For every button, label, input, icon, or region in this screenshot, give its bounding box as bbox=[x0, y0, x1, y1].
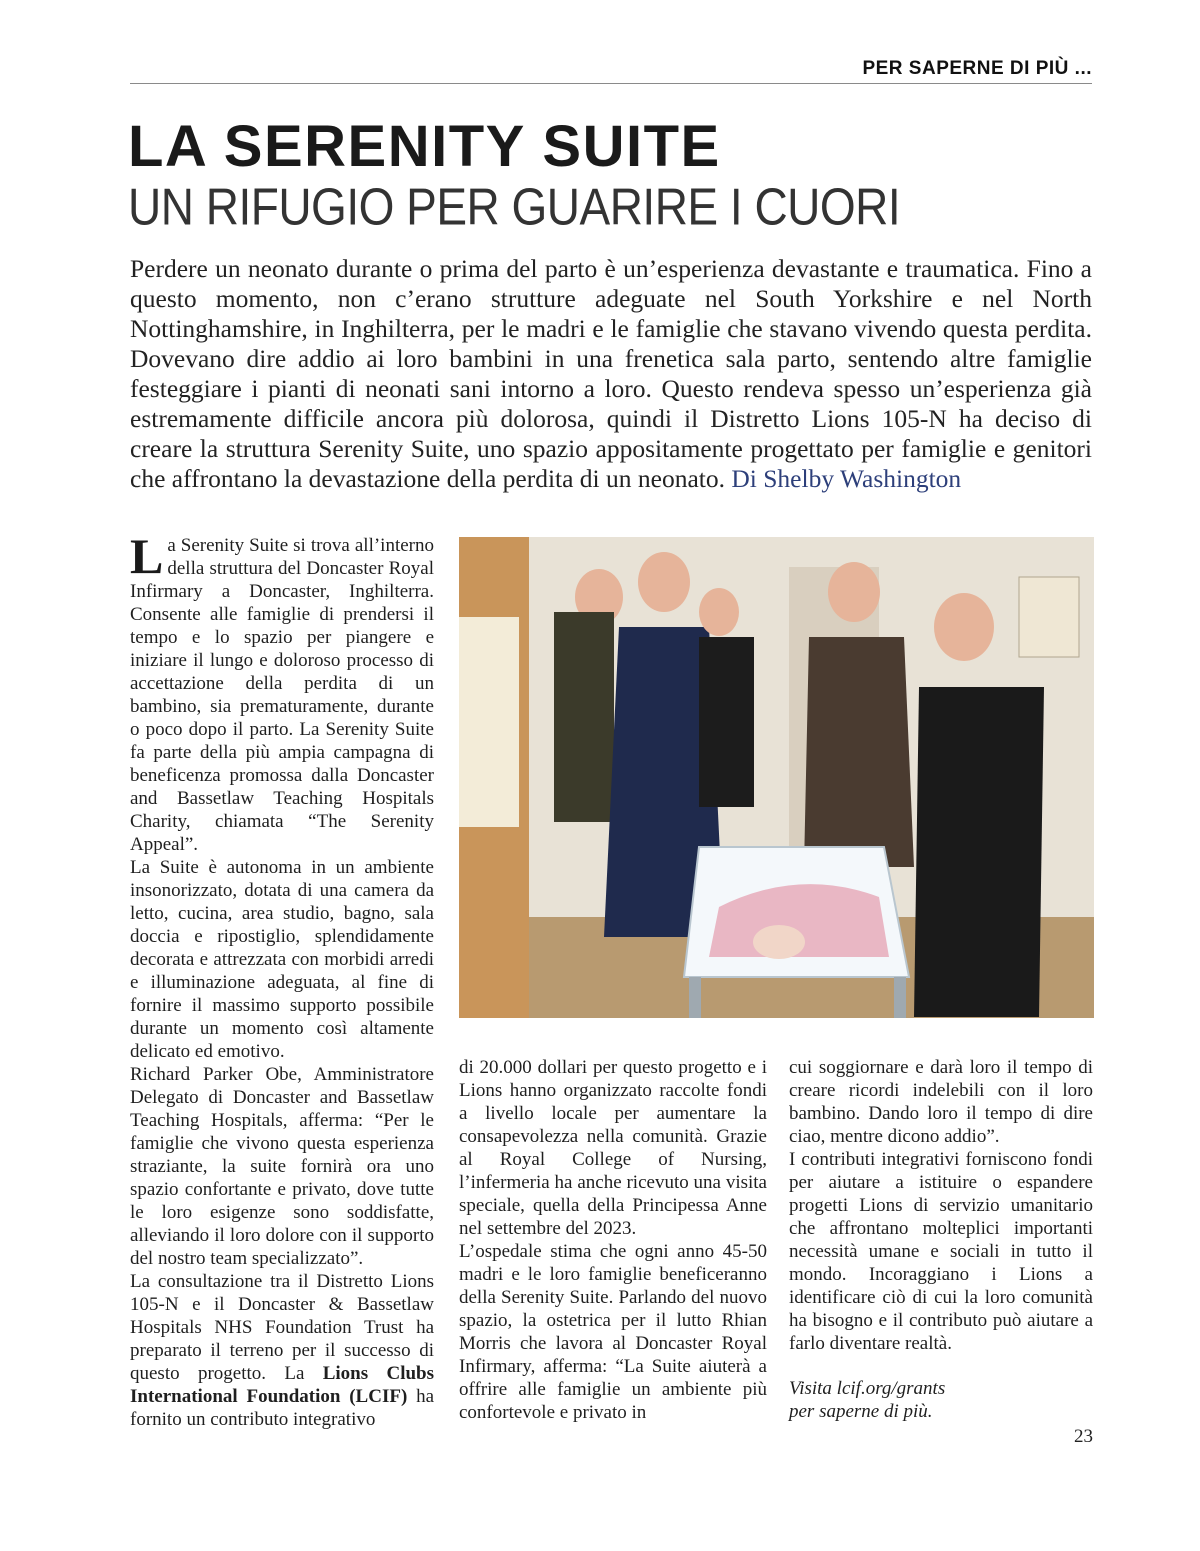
body-paragraph-5-end: cui soggiornare e darà loro il tempo di creare ricordi indelebili con il loro bambino. Dando loro il tempo di dire ciao, mentre dicono addio”. bbox=[789, 1057, 1093, 1147]
article-title: LA SERENITY SUITE bbox=[128, 114, 721, 179]
article-photo bbox=[459, 537, 1094, 1018]
photo-nurse-head bbox=[638, 552, 690, 612]
photo-guest-coat bbox=[804, 637, 914, 867]
visit-line-2: per saperne di più. bbox=[789, 1401, 933, 1422]
drop-cap: L bbox=[130, 528, 164, 584]
body-column-3 bbox=[789, 1056, 1093, 1423]
body-paragraph-5-start: L’ospedale stima che ogni anno 45-50 madri e le loro famiglie beneficeranno della Serenity Suite. Parlando del nuovo spazio, la ostetrica per il lutto Rhian Morris che lavora al Doncaster Royal Infirmary, afferma: “La Suite aiuterà a offrire alle famiglie un ambiente più confortevole e privato in bbox=[459, 1241, 767, 1423]
body-paragraph-4 bbox=[130, 1270, 434, 1431]
photo-baby bbox=[753, 925, 805, 959]
header-rule bbox=[130, 83, 1092, 84]
body-paragraph-4-start: La consultazione tra il Distretto Lions 105-N e il Doncaster & Bassetlaw Hospitals NHS Foundation Trust ha preparato il terreno per il successo di questo progetto. La bbox=[130, 1271, 434, 1384]
photo-crib-leg-left bbox=[689, 977, 701, 1018]
section-header: PER SAPERNE DI PIÙ ... bbox=[862, 58, 1092, 79]
body-column-2 bbox=[459, 1056, 767, 1424]
page-number: 23 bbox=[1074, 1426, 1093, 1447]
photo-staff-head bbox=[699, 588, 739, 636]
article-subtitle: UN RIFUGIO PER GUARIRE I CUORI bbox=[128, 177, 901, 236]
intro-text: Perdere un neonato durante o prima del parto è un’esperienza devastante e traumatica. Fino a questo momento, non c’erano strutture adeguate nel South Yorkshire e nel North Nottinghamshire, in Inghilterra, per le madri e le famiglie che stavano vivendo questa perdita. Dovevano dire addio ai loro bambini in una frenetica sala parto, sentendo altre famiglie festeggiare i pianti di neonati sani intorno a loro. Questo rendeva spesso un’esperienza già estremamente difficile ancora più dolorosa, quindi il Distretto Lions 105-N ha deciso di creare la struttura Serenity Suite, uno spazio appositamente progettato per famiglie e genitori che affrontano la devastazione della perdita di un neonato. bbox=[130, 254, 1092, 493]
photo-poster bbox=[459, 617, 519, 827]
photo-mother-head bbox=[934, 593, 994, 661]
body-paragraph-4-col1-end: ha fornito un contributo integrativo bbox=[130, 1386, 435, 1430]
body-paragraph-1-text: a Serenity Suite si trova all’interno della struttura del Doncaster Royal Infirmary a Doncaster, Inghilterra. Consente alle famiglie di prendersi il tempo e lo spazio per piangere e iniziare il lungo e doloroso processo di accettazione della perdita di un bambino, sia prematuramente, durante o poco dopo il parto. La Serenity Suite fa parte della più ampia campagna di beneficenza promossa dalla Doncaster and Bassetlaw Teaching Hospitals Charity, chiamata “The Serenity Appeal”. bbox=[130, 535, 434, 855]
body-paragraph-3: Richard Parker Obe, Amministratore Delegato di Doncaster and Bassetlaw Teaching Hospitals, afferma: “Per le famiglie che vivono questa esperienza straziante, la suite fornirà ora uno spazio confortante e privato, dove tutte le loro esigenze sono soddisfatte, alleviando il loro dolore con il supporto del nostro team specializzato”. bbox=[130, 1064, 434, 1269]
visit-link-text[interactable] bbox=[789, 1377, 1093, 1423]
article-photo-illustration bbox=[459, 537, 1094, 1018]
photo-person-background bbox=[554, 612, 614, 822]
article-intro bbox=[130, 254, 1092, 494]
body-paragraph-1 bbox=[130, 528, 434, 856]
photo-crib-leg-right bbox=[894, 977, 906, 1018]
lcif-name: Lions Clubs International Foundation (LCIF) bbox=[130, 1363, 435, 1407]
body-paragraph-2: La Suite è autonoma in un ambiente insonorizzato, dotata di una camera da letto, cucina, area studio, bagno, sala doccia e ripostiglio, splendidamente decorata e attrezzata con morbidi arredi e illuminazione adeguata, al fine di fornire il massimo supporto possibile durante un momento così altamente delicato ed emotivo. bbox=[130, 857, 434, 1062]
body-column-1 bbox=[130, 528, 435, 1431]
visit-line-1[interactable]: Visita lcif.org/grants bbox=[789, 1378, 946, 1399]
photo-frame bbox=[1019, 577, 1079, 657]
body-paragraph-4-continued: di 20.000 dollari per questo progetto e i Lions hanno organizzato raccolte fondi a livello locale per aumentare la consapevolezza nella comunità. Grazie al Royal College of Nursing, l’infermeria ha anche ricevuto una visita speciale, quella della Principessa Anne nel settembre del 2023. bbox=[459, 1057, 767, 1239]
photo-guest-head bbox=[828, 562, 880, 622]
photo-staff-uniform bbox=[699, 637, 754, 807]
photo-mother-top bbox=[914, 687, 1044, 1017]
body-paragraph-6: I contributi integrativi forniscono fondi per aiutare a istituire o espandere progetti Lions di servizio umanitario che affrontano molteplici importanti necessità umane e sociali in tutto il mondo. Incoraggiano i Lions a identificare ciò di cui la loro comunità ha bisogno e il contributo può aiutare a farlo diventare realtà. bbox=[789, 1149, 1093, 1354]
article-byline: Di Shelby Washington bbox=[731, 464, 962, 493]
